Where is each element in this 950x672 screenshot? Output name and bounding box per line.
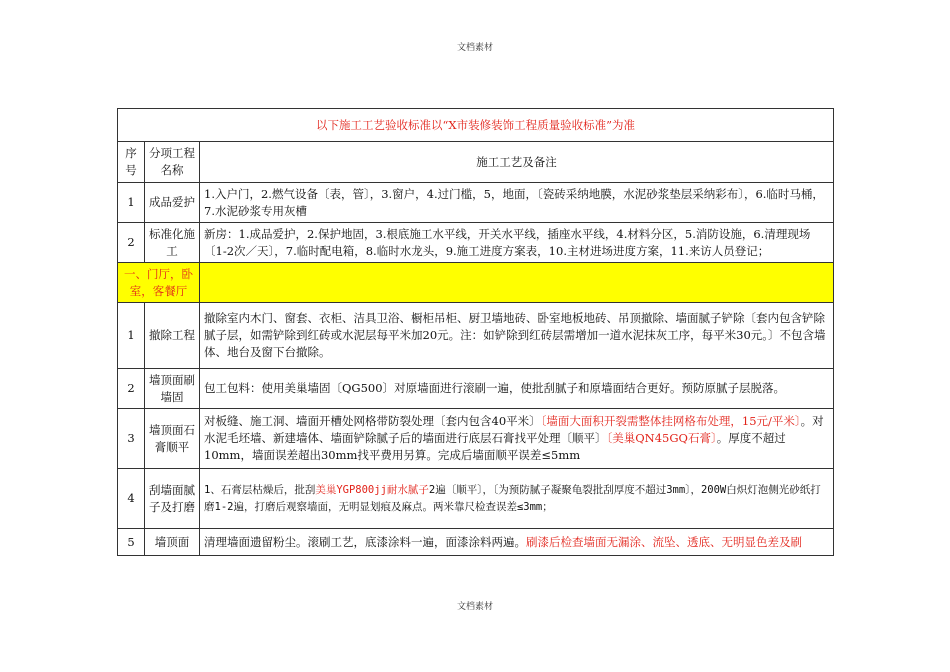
row-item: 墙顶面刷墙固	[145, 369, 200, 409]
row-item: 撤除工程	[145, 303, 200, 369]
row-item: 墙顶面石膏顺平	[145, 409, 200, 469]
table-row	[118, 303, 834, 369]
table-row	[118, 529, 834, 556]
row-desc	[200, 529, 834, 556]
row-no: 5	[118, 529, 145, 556]
row-desc: 包工包料：使用美巢墙固〔QG500〕对原墙面进行滚刷一遍，使批刮腻子和原墙面结合更好。预防原腻子层脱落。	[200, 369, 834, 409]
row-desc: 新房：1.成品爱护，2.保护地固，3.根底施工水平线，开关水平线，插座水平线，4.材料分区，5.消防设施，6.清理现场〔1-2次／天〕，7.临时配电箱，8.临时水龙头，9.施工进度方案表，10.主材进场进度方案，11.来访人员登记；	[200, 223, 834, 263]
row-desc	[200, 409, 834, 469]
table-row	[118, 223, 834, 263]
table-title-row	[118, 109, 834, 142]
table-row	[118, 469, 834, 529]
header-item: 分项工程名称	[145, 142, 200, 183]
page-footer: 文档素材	[456, 602, 493, 612]
section-row	[118, 263, 834, 303]
header-desc: 施工工艺及备注	[200, 142, 834, 183]
desc-red-note: 〔墙面大面积开裂需整体挂网格布处理，15元/平米〕	[540, 414, 801, 428]
table-header-row	[118, 142, 834, 183]
desc-red-note: 美巢YGP800jj耐水腻子	[315, 483, 429, 496]
row-no: 1	[118, 183, 145, 223]
section-title: 一、门厅，卧室，客餐厅	[118, 263, 200, 303]
page-header: 文档素材	[456, 43, 493, 53]
desc-text: 。对水泥毛坯墙、新建墙体、墙面铲除腻子后的墙面进行底层石膏找平处理〔顺平〕	[204, 414, 824, 445]
desc-text: 对板缝、施工洞、墙面开槽处网格带防裂处理〔套内包含40平米〕	[204, 414, 541, 428]
desc-text: 1、石膏层枯燥后，批刮	[204, 483, 316, 496]
table-row	[118, 409, 834, 469]
row-item: 标准化施工	[145, 223, 200, 263]
desc-text: 清理墙面遗留粉尘。滚刷工艺，底漆涂料一遍，面漆涂料两遍。	[204, 534, 526, 549]
row-item: 刮墙面腻子及打磨	[145, 469, 200, 529]
row-no: 2	[118, 369, 145, 409]
row-item: 成品爱护	[145, 183, 200, 223]
row-no: 3	[118, 409, 145, 469]
header-no: 序号	[118, 142, 145, 183]
desc-red-note: 〔美巢QN45GQ石膏〕	[606, 431, 717, 445]
row-desc: 1.入户门，2.燃气设备〔表，管〕，3.窗户，4.过门槛，5，地面，〔瓷砖采纳地膜，水泥砂浆垫层采纳彩布〕，6.临时马桶，7.水泥砂浆专用灰槽	[200, 183, 834, 223]
row-no: 4	[118, 469, 145, 529]
row-no: 1	[118, 303, 145, 369]
section-blank	[200, 263, 834, 303]
desc-red-note: 刷漆后检查墙面无漏涂、流坠、透底、无明显色差及刷	[526, 534, 802, 549]
row-desc	[200, 469, 834, 529]
row-no: 2	[118, 223, 145, 263]
construction-spec-table	[117, 108, 834, 556]
desc-text: 。厚度不超过10mm，墙面误差超出30mm找平费用另算。完成后墙面顺平误差≤5mm	[204, 431, 786, 462]
row-item: 墙顶面	[145, 529, 200, 556]
desc-text: 2遍〔顺平〕，〔为预防腻子凝聚龟裂批刮厚度不超过3mm〕，200W白炽灯泡侧光砂纸打磨1-2遍，打磨后观察墙面，无明显划痕及麻点。两米靠尺检查误差≤3mm；	[204, 483, 821, 513]
table-row	[118, 183, 834, 223]
row-desc: 撤除室内木门、窗套、衣柜、洁具卫浴、橱柜吊柜、厨卫墙地砖、卧室地板地砖、吊顶撤除、墙面腻子铲除〔套内包含铲除腻子层，如需铲除到红砖或水泥层每平米加20元。注：如铲除到红砖层需增加一道水泥抹灰工序，每平米30元。〕不包含墙体、地台及窗下台撤除。	[200, 303, 834, 369]
table-title: 以下施工工艺验收标准以“X市装修装饰工程质量验收标准”为准	[118, 109, 834, 142]
table-row	[118, 369, 834, 409]
